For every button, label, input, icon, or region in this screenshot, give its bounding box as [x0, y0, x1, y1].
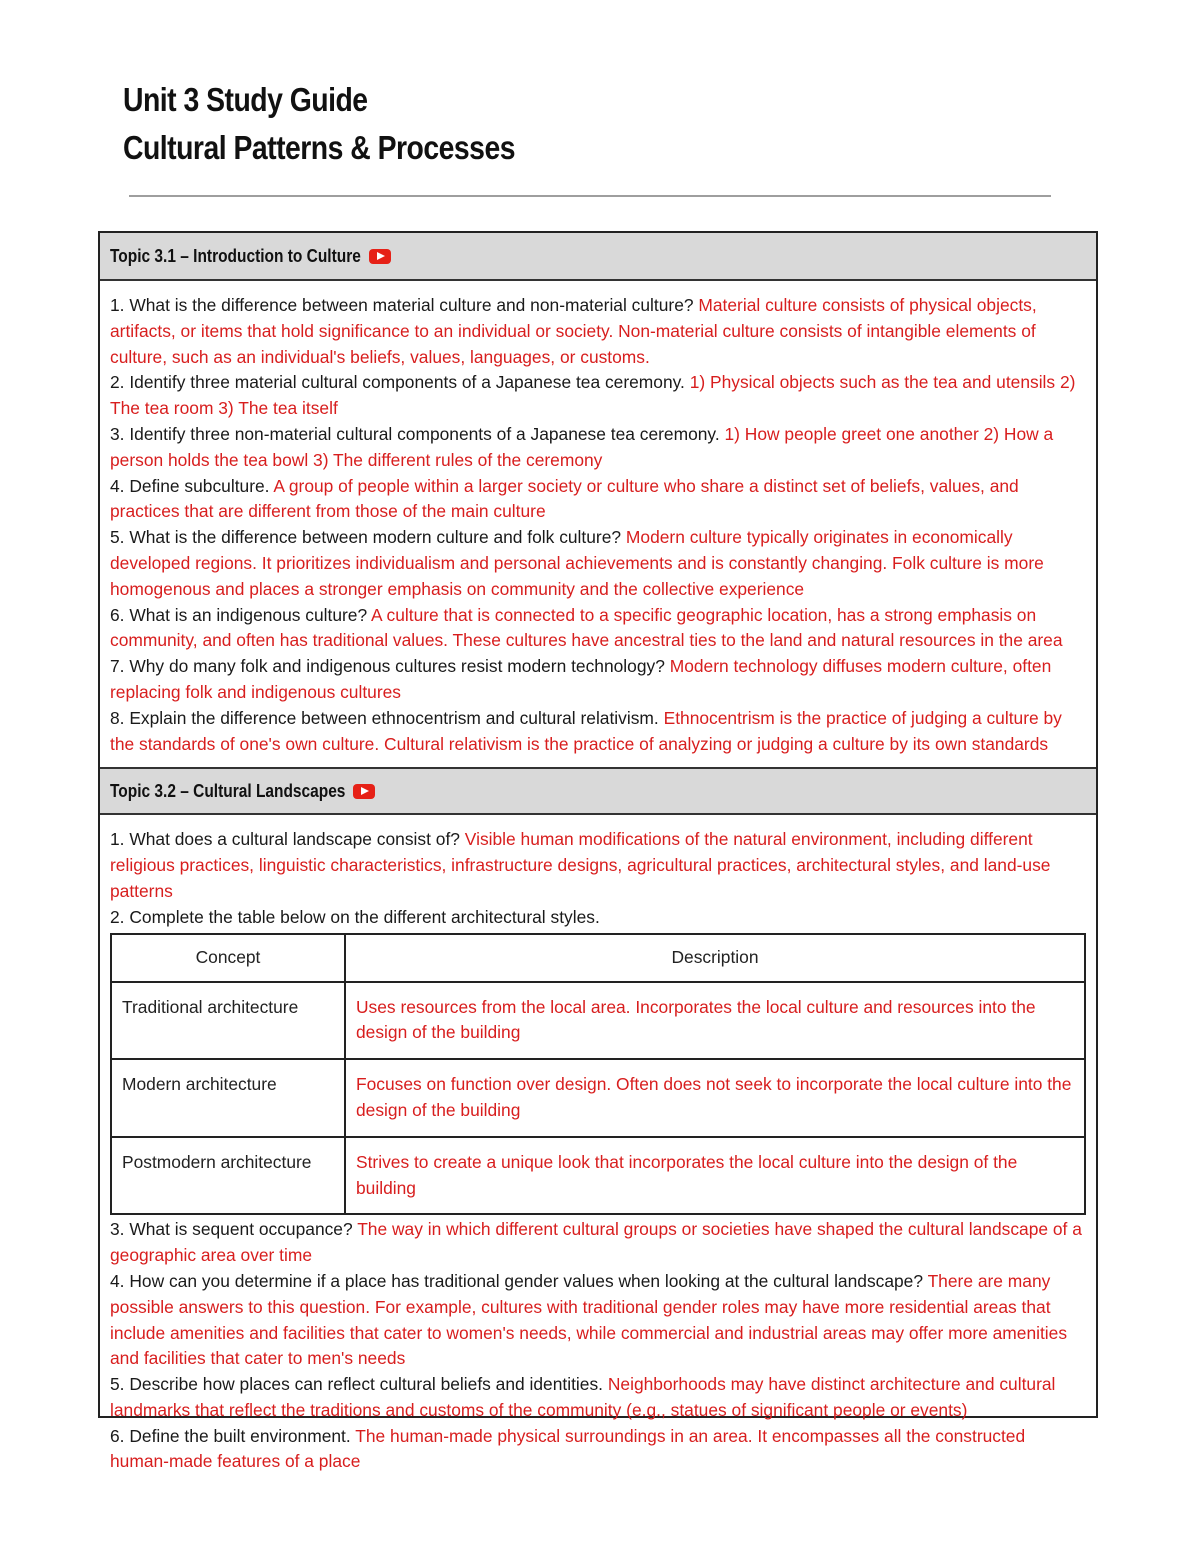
answer: A group of people within a larger society or culture who share a distinct set of beliefs, values, and practices that are different from those of the main culture: [110, 475, 1019, 522]
question: 4. How can you determine if a place has traditional gender values when looking at the cultural landscape?: [110, 1270, 924, 1291]
question: 6. Define the built environment.: [110, 1425, 351, 1446]
topic-3-1-title: Topic 3.1 – Introduction to Culture: [110, 245, 361, 266]
qa-item: [110, 422, 1086, 474]
qa-item: [110, 654, 1086, 706]
concept-cell: Postmodern architecture: [111, 1137, 345, 1215]
qa-item: [110, 1372, 1086, 1424]
answer: Modern technology diffuses modern culture, often replacing folk and indigenous cultures: [110, 656, 1052, 702]
question: 3. Identify three non-material cultural components of a Japanese tea ceremony.: [110, 423, 720, 444]
topic-3-2-body: [100, 815, 1096, 1485]
question: 8. Explain the difference between ethnocentrism and cultural relativism.: [110, 707, 659, 728]
question: 2. Complete the table below on the different architectural styles.: [110, 906, 600, 927]
answer: The human-made physical surroundings in an area. It encompasses all the constructed human-made features of a place: [110, 1425, 1026, 1472]
qa-item: [110, 905, 1086, 931]
answer: 1) Physical objects such as the tea and utensils 2) The tea room 3) The tea itself: [110, 372, 1076, 419]
question: 1. What does a cultural landscape consist of?: [110, 829, 460, 850]
table-row: [111, 1137, 1085, 1215]
answer: 1) How people greet one another 2) How a person holds the tea bowl 3) The different rules of the ceremony: [110, 423, 1054, 470]
column-header-concept: Concept: [111, 934, 345, 982]
description-cell: Uses resources from the local area. Incorporates the local culture and resources into the design of the building: [345, 982, 1085, 1060]
youtube-icon[interactable]: [353, 784, 375, 799]
qa-item: [110, 474, 1086, 526]
document-title: [123, 76, 579, 172]
table-row: [111, 1059, 1085, 1137]
description-cell: Strives to create a unique look that incorporates the local culture into the design of the building: [345, 1137, 1085, 1215]
qa-item: [110, 293, 1086, 370]
concept-cell: Modern architecture: [111, 1059, 345, 1137]
qa-item: [110, 1269, 1086, 1372]
qa-item: [110, 370, 1086, 422]
qa-item: [110, 706, 1086, 758]
title-line-2: Cultural Patterns & Processes: [123, 129, 515, 166]
title-line-1: Unit 3 Study Guide: [123, 81, 368, 118]
question: 2. Identify three material cultural components of a Japanese tea ceremony.: [110, 372, 685, 393]
table-row: [111, 982, 1085, 1060]
answer: Ethnocentrism is the practice of judging a culture by the standards of one's own culture. Cultural relativism is the practice of analyzing or judging a culture by its own standards: [110, 707, 1062, 754]
column-header-description: Description: [345, 934, 1085, 982]
architecture-table: [110, 933, 1086, 1216]
qa-item: [110, 525, 1086, 602]
question: 6. What is an indigenous culture?: [110, 604, 368, 625]
topic-3-2-title: Topic 3.2 – Cultural Landscapes: [110, 780, 346, 801]
topic-3-1-header: [100, 233, 1096, 281]
question: 4. Define subculture.: [110, 475, 270, 496]
study-guide-box: [98, 231, 1098, 1472]
table-header-row: [111, 934, 1085, 982]
description-cell: Focuses on function over design. Often does not seek to incorporate the local culture into the design of the building: [345, 1059, 1085, 1137]
answer: A culture that is connected to a specific geographic location, has a strong emphasis on community, and often has traditional values. These cultures have ancestral ties to the land and natural resources in the area: [110, 604, 1063, 651]
title-divider: [129, 195, 1051, 197]
youtube-icon[interactable]: [369, 249, 391, 264]
answer: Neighborhoods may have distinct architecture and cultural landmarks that reflect the traditions and customs of the community (e.g., statues of significant people or events): [110, 1374, 1056, 1420]
topic-3-1-body: [100, 281, 1096, 767]
qa-item: [110, 1217, 1086, 1269]
question: 3. What is sequent occupance?: [110, 1219, 353, 1240]
answer: Visible human modifications of the natural environment, including different religious practices, linguistic characteristics, infrastructure designs, agricultural practices, architectural styles, and land-use patterns: [110, 829, 1051, 901]
question: 1. What is the difference between material culture and non-material culture?: [110, 295, 694, 315]
question: 5. What is the difference between modern culture and folk culture?: [110, 527, 622, 548]
qa-item: [110, 603, 1086, 655]
answer: The way in which different cultural groups or societies have shaped the cultural landscape of a geographic area over time: [110, 1219, 1082, 1266]
topic-3-2-header: [100, 767, 1096, 815]
answer: Material culture consists of physical objects, artifacts, or items that hold significance to an individual or society. Non-material culture consists of intangible elements of culture, such as an individual's beliefs, values, languages, or customs.: [110, 295, 1037, 367]
question: 7. Why do many folk and indigenous cultures resist modern technology?: [110, 656, 665, 677]
qa-item: [110, 1424, 1086, 1476]
answer: There are many possible answers to this question. For example, cultures with traditional gender roles may have more residential areas that include amenities and facilities that cater to women's needs, while commercial and industrial areas may offer more amenities and facilities that cater to men's needs: [110, 1270, 1068, 1369]
answer: Modern culture typically originates in economically developed regions. It prioritizes individualism and personal achievements and is constantly changing. Folk culture is more homogenous and places a stronger emphasis on community and the collective experience: [110, 527, 1044, 599]
qa-item: [110, 827, 1086, 904]
concept-cell: Traditional architecture: [111, 982, 345, 1060]
question: 5. Describe how places can reflect cultural beliefs and identities.: [110, 1374, 603, 1395]
